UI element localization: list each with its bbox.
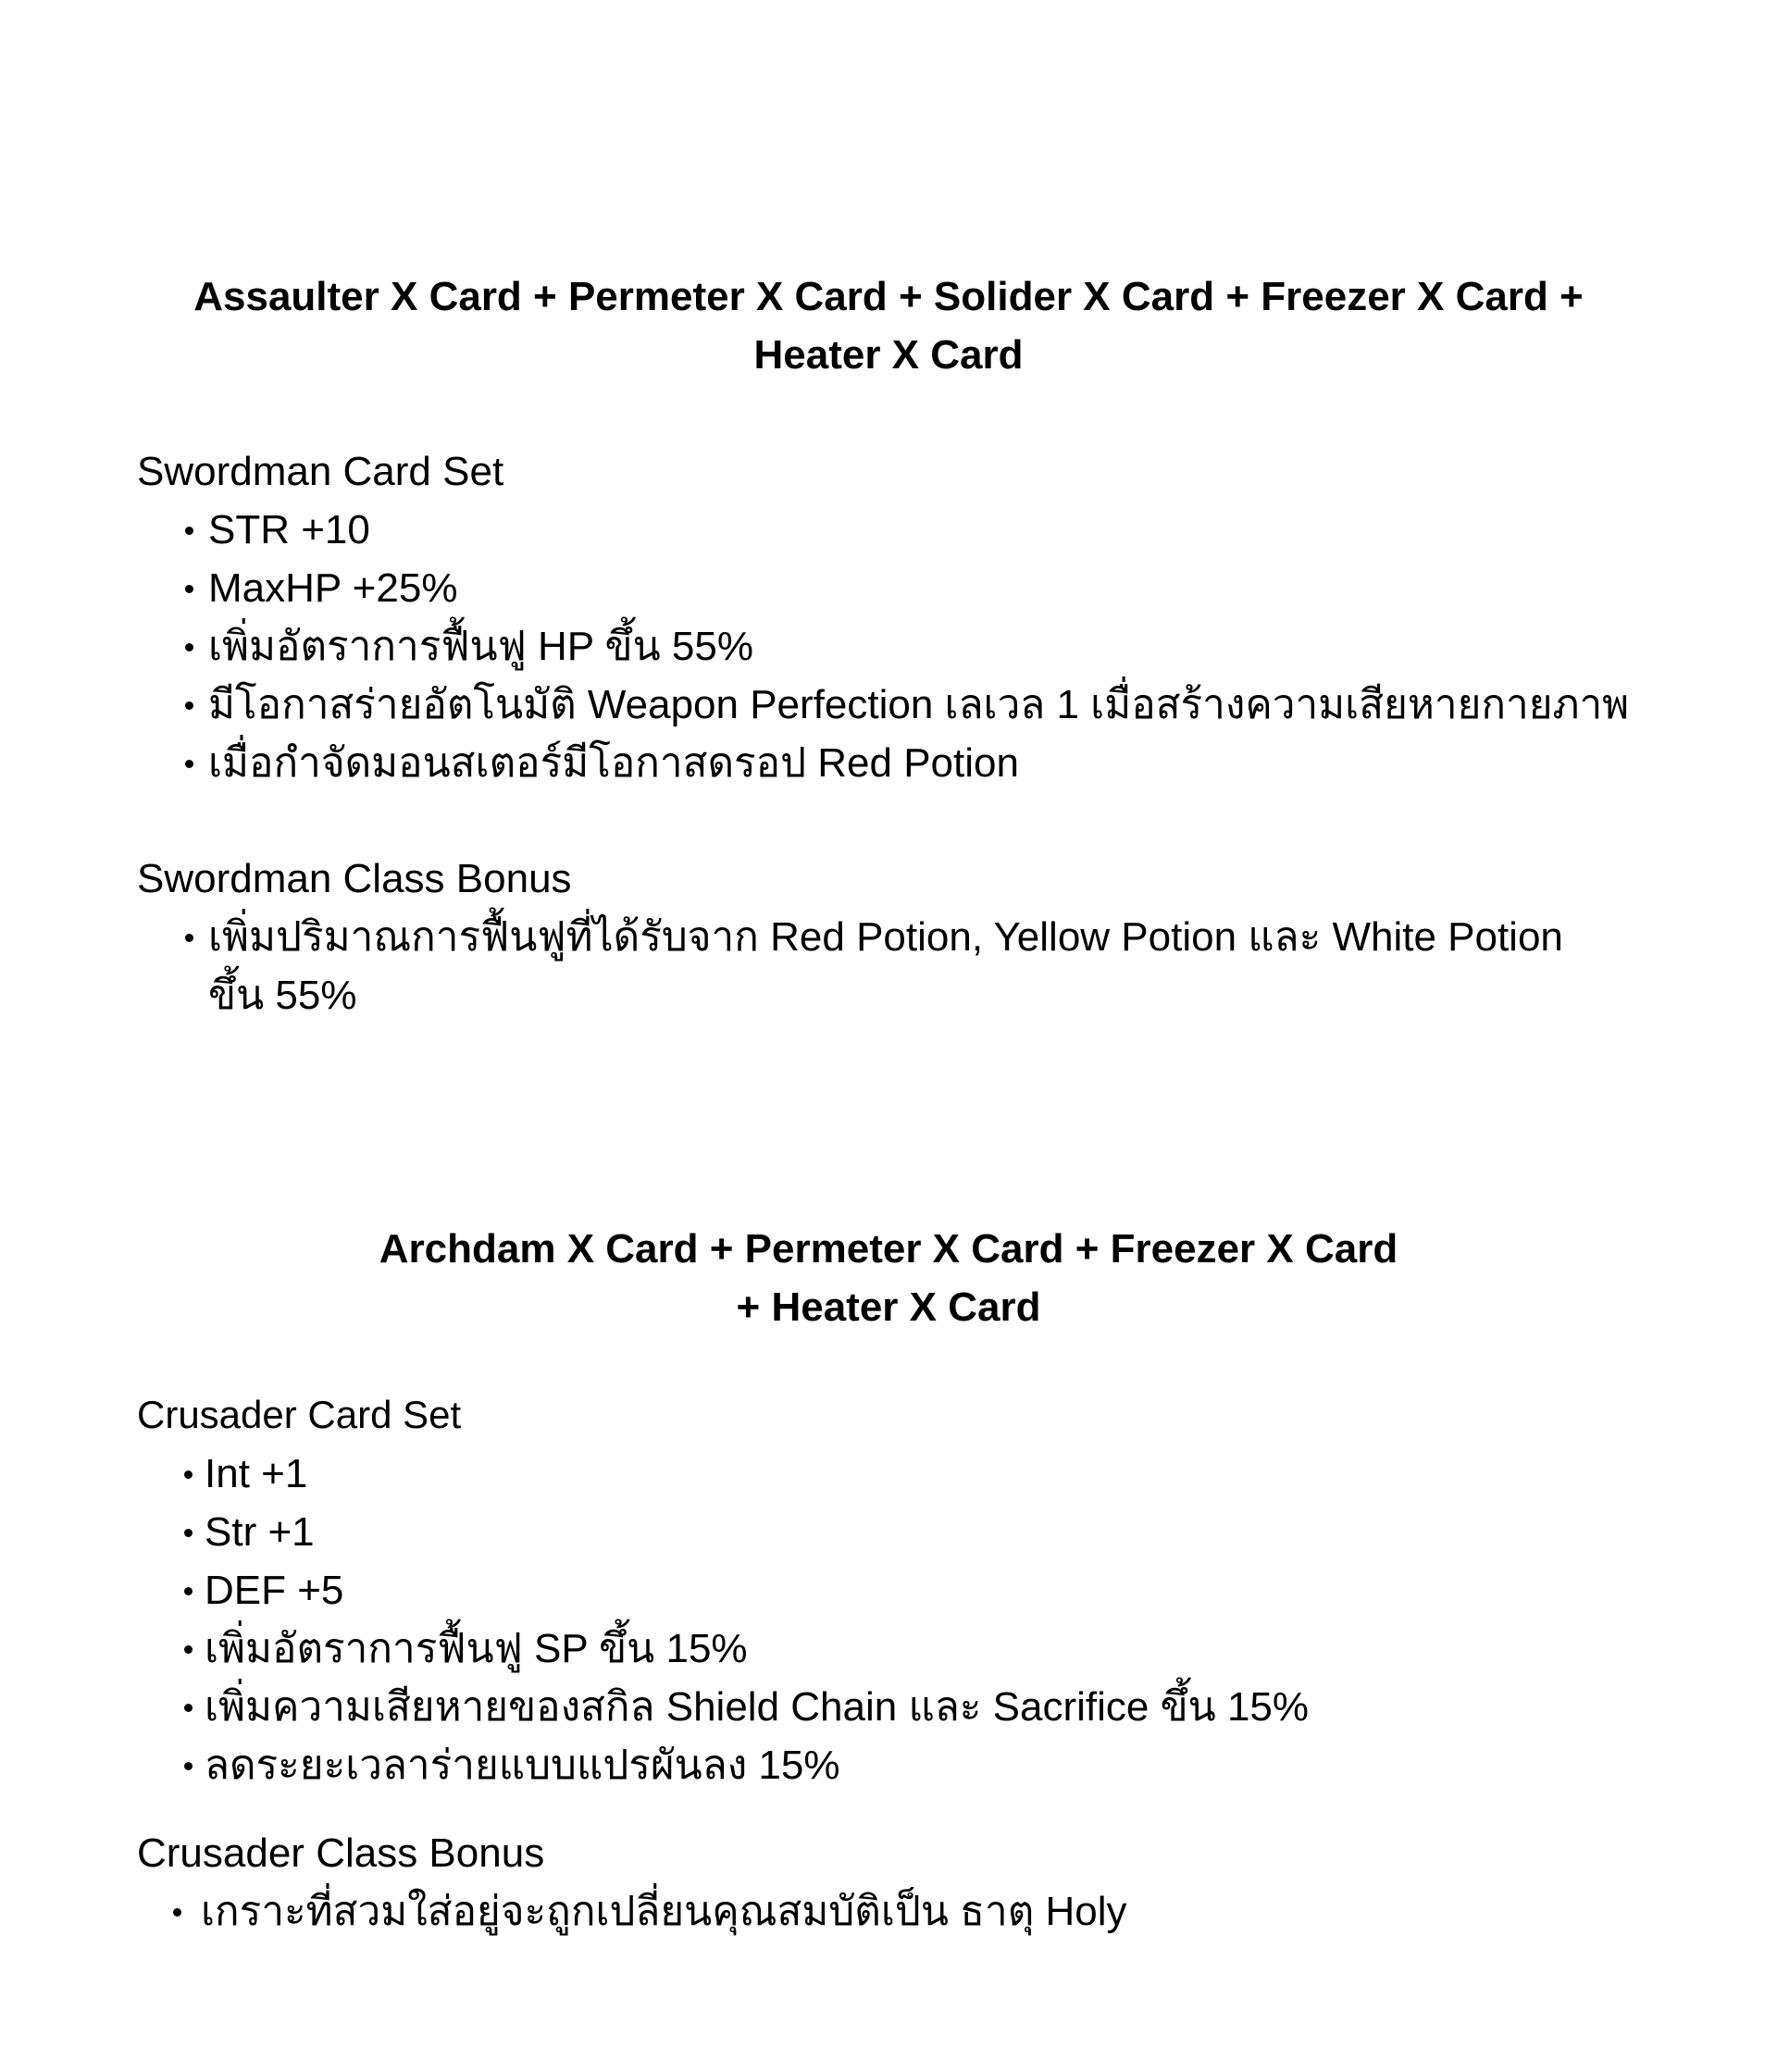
- combo-title-line: Assaulter X Card + Permeter X Card + Solider X Card + Freezer X Card +: [193, 274, 1584, 319]
- card-set-label: Swordman Card Set: [137, 449, 504, 494]
- card-set-bonus-list: [205, 1445, 1648, 1794]
- bonus-item: DEF +5: [205, 1561, 1648, 1619]
- bonus-item: MaxHP +25%: [208, 559, 1652, 617]
- combo-title: [137, 1220, 1640, 1336]
- bonus-item: มีโอกาสร่ายอัตโนมัติ Weapon Perfection เลเวล 1 เมื่อสร้างความเสียหายกายภาพ: [208, 676, 1652, 734]
- class-bonus-label: Swordman Class Bonus: [137, 856, 572, 901]
- card-set-label: Crusader Card Set: [137, 1393, 462, 1436]
- combo-title-line: + Heater X Card: [736, 1284, 1041, 1330]
- combo-title-line: Heater X Card: [753, 332, 1024, 378]
- bonus-item: เพิ่มความเสียหายของสกิล Shield Chain และ Sacrifice ขึ้น 15%: [205, 1678, 1648, 1736]
- bonus-item: ลดระยะเวลาร่ายแบบแปรผันลง 15%: [205, 1736, 1648, 1794]
- class-bonus-label: Crusader Class Bonus: [137, 1830, 545, 1876]
- combo-title: [137, 267, 1640, 384]
- class-bonus-list: [208, 908, 1615, 1024]
- bonus-item: เพิ่มปริมาณการฟื้นฟูที่ได้รับจาก Red Potion, Yellow Potion และ White Potion ขึ้น 55%: [208, 908, 1615, 1024]
- class-bonus-list: [201, 1882, 1645, 1941]
- bonus-item: เพิ่มอัตราการฟื้นฟู SP ขึ้น 15%: [205, 1619, 1648, 1678]
- bonus-item: เกราะที่สวมใส่อยู่จะถูกเปลี่ยนคุณสมบัติเป็น ธาตุ Holy: [201, 1882, 1645, 1941]
- card-set-bonus-list: [208, 501, 1652, 792]
- bonus-item: Int +1: [205, 1445, 1648, 1503]
- combo-title-line: Archdam X Card + Permeter X Card + Freezer X Card: [379, 1226, 1398, 1272]
- bonus-item: เมื่อกำจัดมอนสเตอร์มีโอกาสดรอป Red Potion: [208, 734, 1652, 792]
- bonus-item: Str +1: [205, 1503, 1648, 1561]
- bonus-item: STR +10: [208, 501, 1652, 559]
- bonus-item: เพิ่มอัตราการฟื้นฟู HP ขึ้น 55%: [208, 617, 1652, 676]
